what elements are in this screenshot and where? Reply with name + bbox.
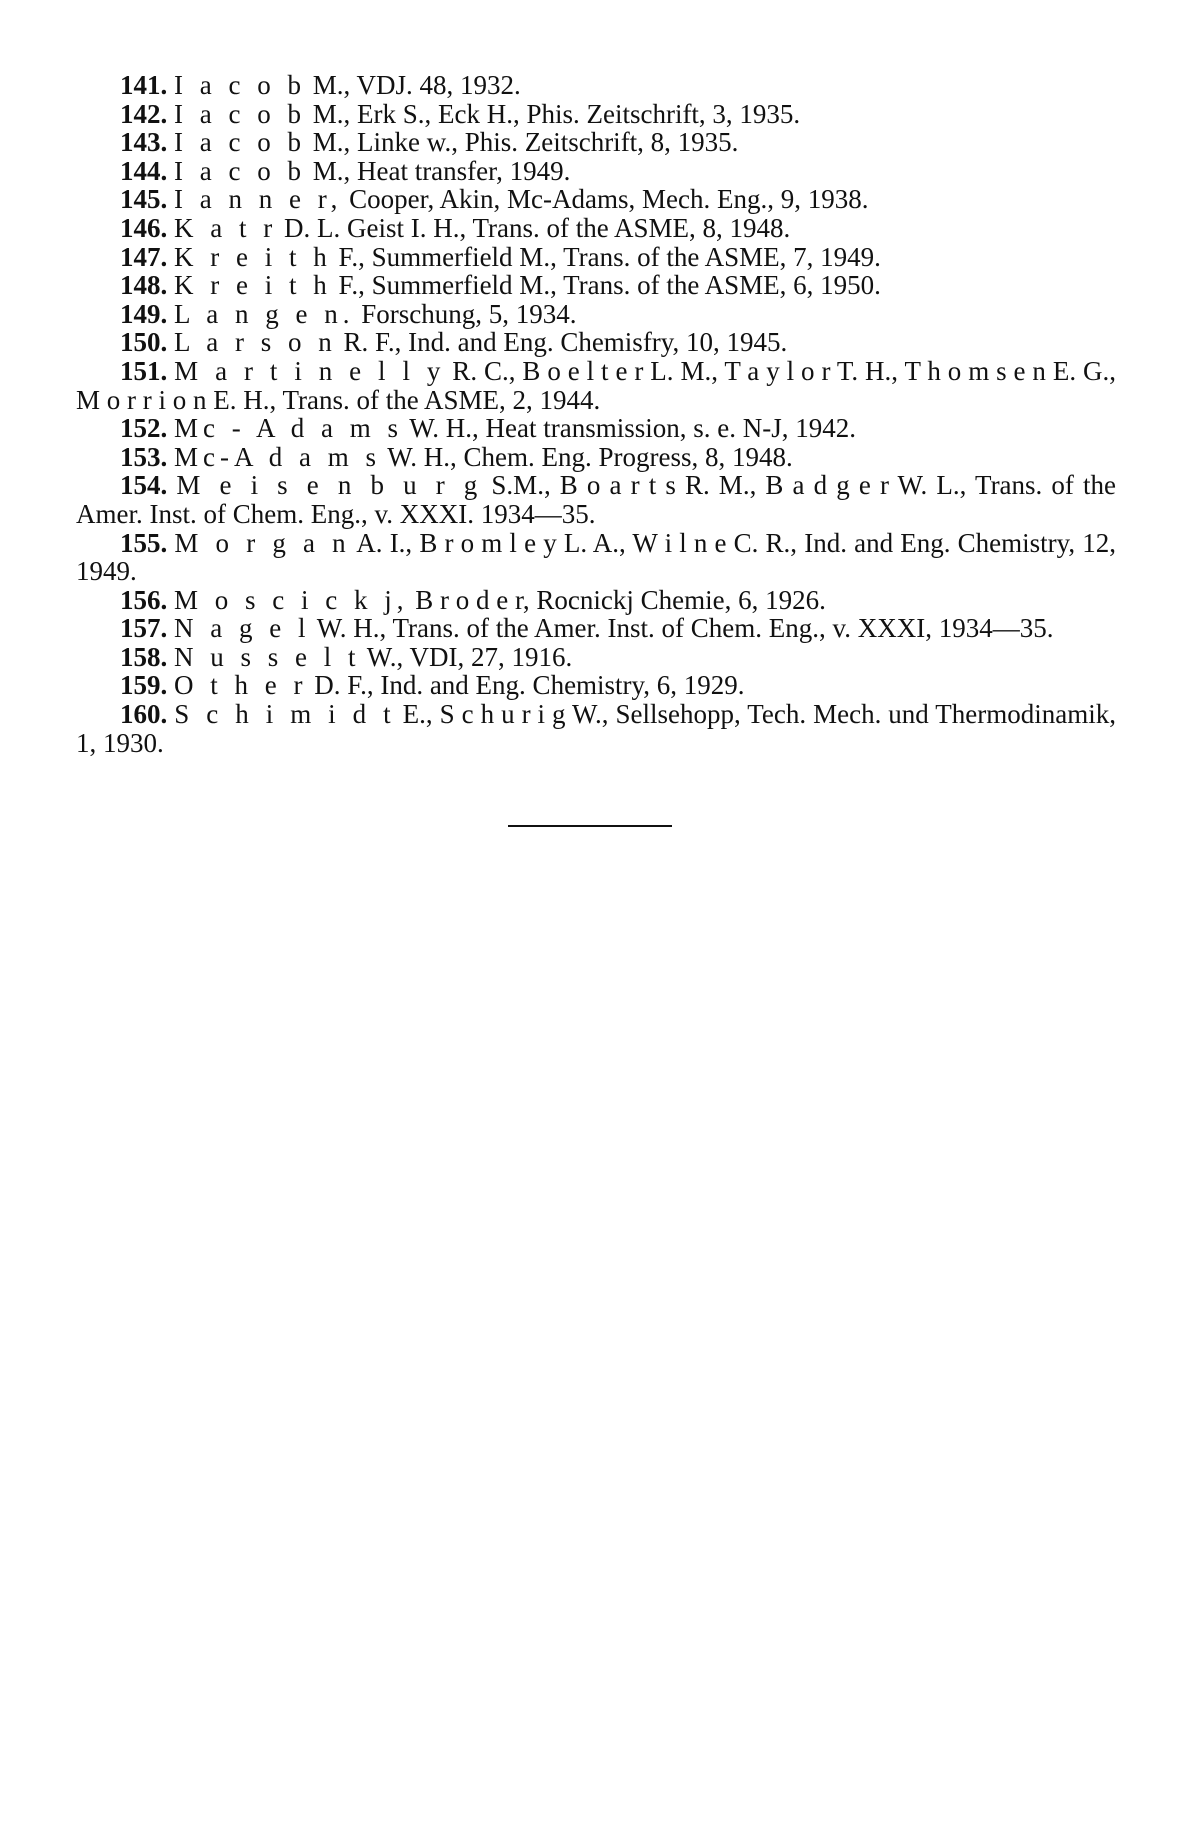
reference-text: W., VDI, 27, 1916.	[360, 641, 573, 672]
reference-number: 158.	[120, 641, 168, 672]
reference-number: 153.	[120, 441, 168, 472]
reference-item	[76, 671, 1116, 700]
reference-item	[76, 529, 1116, 586]
reference-number: 151.	[120, 355, 168, 386]
reference-number: 148.	[120, 270, 168, 301]
reference-author: I a c o b	[174, 98, 306, 129]
reference-item	[76, 300, 1116, 329]
reference-text: Cooper, Akin, Mc-Adams, Mech. Eng., 9, 1938.	[342, 184, 869, 215]
reference-item	[76, 471, 1116, 528]
reference-text: M., Heat transfer, 1949.	[305, 155, 571, 186]
reference-number: 160.	[120, 699, 168, 730]
reference-author: Mc-A d a m s	[174, 441, 381, 472]
reference-item	[76, 271, 1116, 300]
reference-item	[76, 357, 1116, 414]
reference-author: Mc - A d a m s	[174, 413, 403, 444]
end-rule	[508, 825, 672, 827]
reference-author: N u s s e l t	[174, 641, 361, 672]
reference-text: D. L. Geist I. H., Trans. of the ASME, 8, 1948.	[277, 212, 791, 243]
reference-number: 143.	[120, 127, 168, 158]
reference-author: I a c o b	[174, 155, 306, 186]
reference-number: 152.	[120, 413, 168, 444]
reference-author: I a c o b	[174, 70, 306, 100]
reference-author: S c h i m i d t	[174, 699, 396, 730]
reference-item	[76, 414, 1116, 443]
reference-text: M., Erk S., Eck H., Phis. Zeitschrift, 3, 1935.	[305, 98, 801, 129]
reference-text: B r o d e r, Rocnickj Chemie, 6, 1926.	[408, 584, 826, 615]
reference-author: K a t r	[174, 212, 278, 243]
reference-item	[76, 71, 1116, 100]
reference-text: A. I., B r o m l e y L. A., W i l n e C. R., Ind. and Eng. Chemistry, 12, 1949.	[76, 527, 1117, 587]
reference-author: I a n n e r,	[174, 184, 343, 215]
reference-item	[76, 643, 1116, 672]
reference-item	[76, 700, 1116, 757]
reference-author: M e i s e n b u r g	[176, 470, 483, 501]
reference-author: M o r g a n	[174, 527, 351, 558]
reference-author: I a c o b	[174, 127, 306, 158]
reference-author: K r e i t h	[174, 241, 332, 272]
reference-number: 146.	[120, 212, 168, 243]
reference-author: L a n g e n.	[174, 298, 355, 329]
reference-text: D. F., Ind. and Eng. Chemistry, 6, 1929.	[307, 670, 745, 701]
reference-number: 150.	[120, 327, 168, 358]
reference-number: 142.	[120, 98, 168, 129]
reference-item	[76, 328, 1116, 357]
reference-text: R. F., Ind. and Eng. Chemisfry, 10, 1945.	[336, 327, 788, 358]
reference-author: M o s c i c k j,	[174, 584, 409, 615]
reference-list	[76, 71, 1116, 757]
reference-text: E., S c h u r i g W., Sellsehopp, Tech. Mech. und Thermodinamik, 1, 1930.	[76, 699, 1117, 758]
reference-item	[76, 614, 1116, 643]
reference-number: 155.	[120, 527, 168, 558]
reference-number: 145.	[120, 184, 168, 215]
reference-number: 159.	[120, 670, 168, 701]
reference-number: 157.	[120, 613, 168, 644]
reference-text: M., Linke w., Phis. Zeitschrift, 8, 1935.	[305, 127, 739, 158]
reference-author: N a g e l	[174, 613, 311, 644]
reference-item	[76, 443, 1116, 472]
reference-item	[76, 128, 1116, 157]
reference-item	[76, 100, 1116, 129]
reference-text: R. C., B o e l t e r L. M., T a y l o r T. H., T h o m s e n E. G., M o r r i o n E. H., Trans. of the ASME, 2, 1944.	[76, 355, 1117, 415]
reference-author: K r e i t h	[174, 270, 332, 301]
reference-text: M., VDJ. 48, 1932.	[305, 70, 521, 100]
reference-number: 154.	[120, 470, 168, 501]
reference-text: W. H., Heat transmission, s. e. N-J, 1942.	[403, 413, 856, 444]
reference-number: 156.	[120, 584, 168, 615]
reference-item	[76, 214, 1116, 243]
reference-number: 149.	[120, 298, 168, 329]
reference-text: S.M., B o a r t s R. M., B a d g e r W. L., Trans. of the Amer. Inst. of Chem. Eng., v. XXXI. 1934—35.	[76, 470, 1116, 529]
reference-text: Forschung, 5, 1934.	[354, 298, 577, 329]
reference-number: 141.	[120, 70, 168, 100]
reference-text: F., Summerfield M., Trans. of the ASME, 6, 1950.	[331, 270, 881, 301]
reference-number: 147.	[120, 241, 168, 272]
reference-author: L a r s o n	[174, 327, 337, 358]
reference-item	[76, 243, 1116, 272]
reference-text: W. H., Trans. of the Amer. Inst. of Chem. Eng., v. XXXI, 1934—35.	[310, 613, 1054, 644]
reference-item	[76, 185, 1116, 214]
reference-author: O t h e r	[174, 670, 308, 701]
reference-number: 144.	[120, 155, 168, 186]
reference-text: W. H., Chem. Eng. Progress, 8, 1948.	[380, 441, 793, 472]
reference-item	[76, 586, 1116, 615]
reference-item	[76, 157, 1116, 186]
reference-text: F., Summerfield M., Trans. of the ASME, 7, 1949.	[331, 241, 881, 272]
reference-author: M a r t i n e l l y	[174, 355, 446, 386]
